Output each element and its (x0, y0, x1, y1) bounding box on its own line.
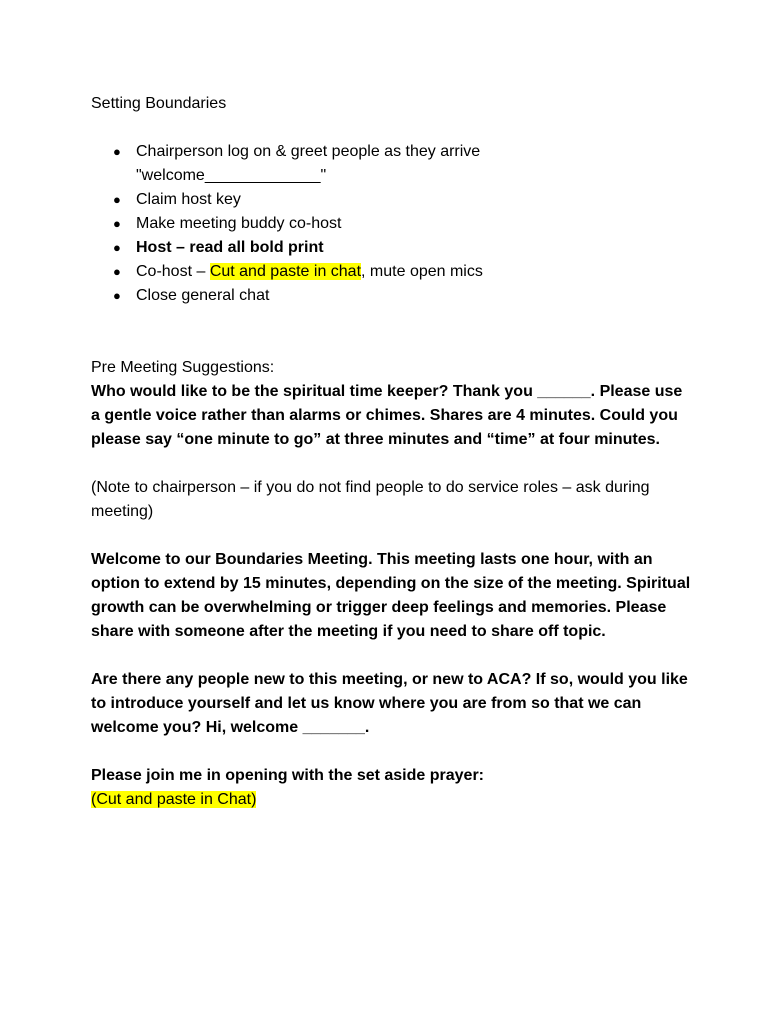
list-item (91, 236, 691, 260)
bullet-icon: ● (113, 192, 121, 207)
highlighted-text: (Cut and paste in Chat) (91, 791, 257, 808)
list-item (91, 140, 691, 188)
pre-meeting-heading: Pre Meeting Suggestions: (91, 359, 275, 376)
list-item-text: Co-host – (136, 263, 210, 280)
prayer-intro: Please join me in opening with the set aside prayer: (91, 767, 484, 784)
list-item (91, 212, 691, 236)
prayer-instruction (91, 788, 691, 812)
list-item-text: Make meeting buddy co-host (136, 215, 342, 232)
highlighted-text: Cut and paste in chat (209, 263, 362, 280)
pre-meeting-text: Who would like to be the spiritual time keeper? Thank you ______. Please use a gentle voice rather than alarms or chimes. Shares are 4 minutes. Could you please say “one minute to go” at three minutes and “time” at four minutes. (91, 383, 683, 448)
bullet-icon: ● (113, 240, 121, 255)
document-page (91, 92, 691, 812)
list-item (91, 284, 691, 308)
bullet-icon: ● (113, 144, 121, 159)
list-item-text: Chairperson log on & greet people as they arrive (136, 143, 481, 160)
list-item (91, 188, 691, 212)
list-item-text: Close general chat (136, 287, 270, 304)
welcome-paragraph: Welcome to our Boundaries Meeting. This meeting lasts one hour, with an option to extend by 15 minutes, depending on the size of the meeting. Spiritual growth can be overwhelming or trigger deep feelings and memories. Please share with someone after the meeting if you need to share off topic. (91, 551, 691, 640)
list-item-text: Host – read all bold print (136, 239, 324, 256)
bullet-icon: ● (113, 216, 121, 231)
list-item-text: "welcome_____________" (136, 167, 327, 184)
chairperson-note: (Note to chairperson – if you do not find people to do service roles – ask during meeting) (91, 479, 650, 520)
bullet-icon: ● (113, 264, 121, 279)
setup-checklist (91, 140, 691, 308)
list-item-text: Claim host key (136, 191, 241, 208)
list-item (91, 260, 691, 284)
list-item-text: , mute open mics (361, 263, 483, 280)
bullet-icon: ● (113, 288, 121, 303)
document-title: Setting Boundaries (91, 95, 227, 112)
newcomers-paragraph: Are there any people new to this meeting, or new to ACA? If so, would you like to introduce yourself and let us know where you are from so that we can welcome you? Hi, welcome _______. (91, 671, 688, 736)
